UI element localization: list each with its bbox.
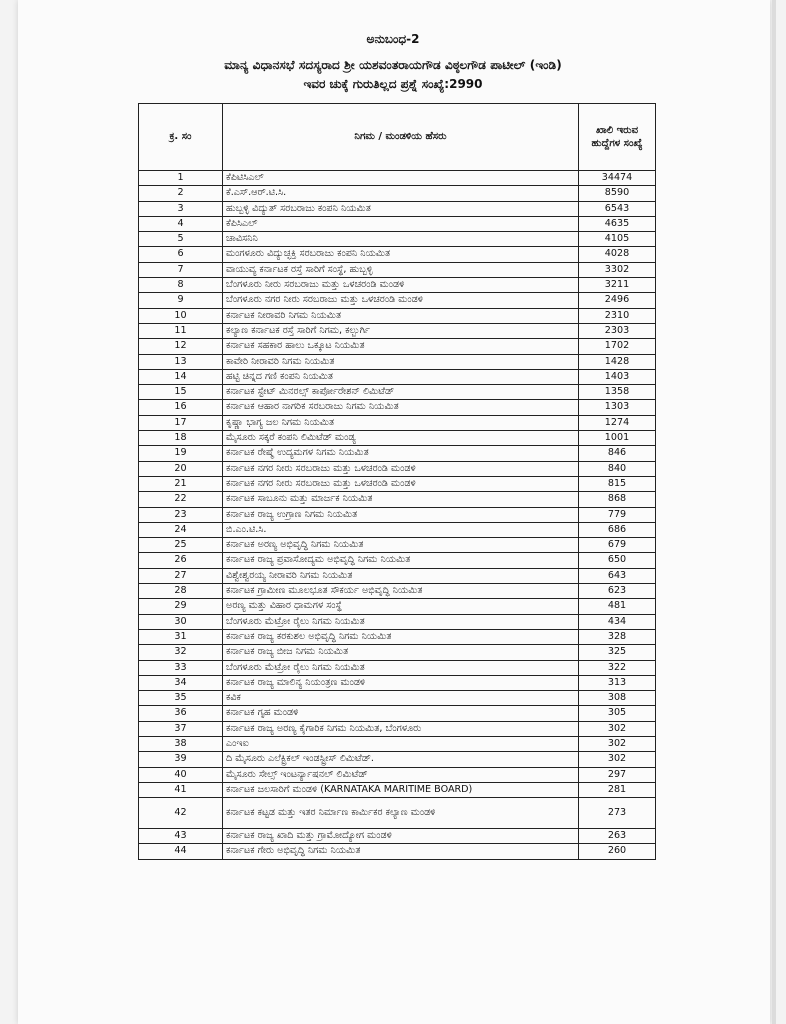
table-row	[139, 675, 656, 690]
row-serial: 11	[139, 323, 223, 338]
table-row	[139, 507, 656, 522]
row-serial: 43	[139, 829, 223, 844]
table-row	[139, 782, 656, 797]
question-number: ಇವರ ಚುಕ್ಕೆ ಗುರುತಿಲ್ಲದ ಪ್ರಶ್ನೆ ಸಂಖ್ಯೆ:2990	[303, 77, 483, 91]
table-row	[139, 522, 656, 537]
table-row	[139, 614, 656, 629]
row-count: 1702	[579, 339, 656, 354]
row-count: 328	[579, 629, 656, 644]
row-count: 281	[579, 782, 656, 797]
row-count: 2303	[579, 323, 656, 338]
row-count: 302	[579, 736, 656, 751]
row-name: ಕರ್ನಾಟಕ ರಾಜ್ಯ ಕರಕುಶಲ ಅಭಿವೃದ್ಧಿ ನಿಗಮ ನಿಯಮಿತ	[223, 629, 579, 644]
row-serial: 44	[139, 844, 223, 859]
row-count: 4635	[579, 216, 656, 231]
row-count: 650	[579, 553, 656, 568]
row-serial: 39	[139, 752, 223, 767]
vacancy-table	[138, 103, 656, 860]
row-serial: 8	[139, 278, 223, 293]
row-count: 686	[579, 522, 656, 537]
table-row	[139, 721, 656, 736]
row-count: 308	[579, 691, 656, 706]
row-count: 434	[579, 614, 656, 629]
row-serial: 33	[139, 660, 223, 675]
row-name: ಚಾವಿಸನಿನಿ	[223, 232, 579, 247]
table-row	[139, 660, 656, 675]
table-row	[139, 476, 656, 491]
row-count: 779	[579, 507, 656, 522]
row-count: 34474	[579, 171, 656, 186]
row-count: 273	[579, 798, 656, 829]
row-name: ಹುಬ್ಬಳ್ಳಿ ವಿದ್ಯುತ್ ಸರಬರಾಜು ಕಂಪನಿ ನಿಯಮಿತ	[223, 201, 579, 216]
table-row	[139, 461, 656, 476]
row-serial: 19	[139, 446, 223, 461]
row-name: ಕರ್ನಾಟಕ ಜಲಸಾರಿಗೆ ಮಂಡಳಿ (KARNATAKA MARITIME BOARD)	[223, 782, 579, 797]
table-row	[139, 829, 656, 844]
table-row	[139, 232, 656, 247]
row-name: ಮೈಸೂರು ಸೇಲ್ಸ್ ಇಂಟರ್ನ್ಯಾಷನಲ್ ಲಿಮಿಟೆಡ್	[223, 767, 579, 782]
table-row	[139, 278, 656, 293]
row-name: ಕವಿಕ	[223, 691, 579, 706]
table-row	[139, 186, 656, 201]
row-name: ಕರ್ನಾಟಕ ಗೇರು ಅಭಿವೃದ್ಧಿ ನಿಗಮ ನಿಯಮಿತ	[223, 844, 579, 859]
row-name: ಬೆಂಗಳೂರು ನಗರ ನೀರು ಸರಬರಾಜು ಮತ್ತು ಒಳಚರಂಡಿ ಮಂಡಳಿ	[223, 293, 579, 308]
table-row	[139, 553, 656, 568]
table-row	[139, 446, 656, 461]
row-serial: 23	[139, 507, 223, 522]
table-row	[139, 492, 656, 507]
row-serial: 10	[139, 308, 223, 323]
row-count: 1001	[579, 431, 656, 446]
row-count: 8590	[579, 186, 656, 201]
row-name: ಕೆಪಿಟಿಸಿಎಲ್	[223, 171, 579, 186]
annexure-title: ಅನುಬಂಧ-2	[366, 32, 420, 46]
table-row	[139, 568, 656, 583]
row-serial: 35	[139, 691, 223, 706]
row-name: ಅರಣ್ಯ ಮತ್ತು ವಿಹಾರ ಧಾಮಗಳ ಸಂಸ್ಥೆ	[223, 599, 579, 614]
row-serial: 3	[139, 201, 223, 216]
table-header-row	[139, 104, 656, 171]
table-row	[139, 691, 656, 706]
row-name: ವಿಶ್ವೇಶ್ವರಯ್ಯ ನೀರಾವರಿ ನಿಗಮ ನಿಯಮಿತ	[223, 568, 579, 583]
row-count: 263	[579, 829, 656, 844]
row-count: 313	[579, 675, 656, 690]
table-row	[139, 736, 656, 751]
row-name: ಕರ್ನಾಟಕ ರಾಜ್ಯ ಬೀಜ ನಿಗಮ ನಿಯಮಿತ	[223, 645, 579, 660]
row-serial: 36	[139, 706, 223, 721]
page-edge	[772, 0, 776, 1024]
question-subtitle: ಮಾನ್ಯ ವಿಧಾನಸಭೆ ಸದಸ್ಯರಾದ ಶ್ರೀ ಯಶವಂತರಾಯಗೌಡ ವಿಠ್ಠಲಗೌಡ ಪಾಟೀಲ್ (ಇಂಡಿ)	[224, 58, 562, 72]
row-serial: 27	[139, 568, 223, 583]
row-name: ಕರ್ನಾಟಕ ನಗರ ನೀರು ಸರಬರಾಜು ಮತ್ತು ಒಳಚರಂಡಿ ಮಂಡಳಿ	[223, 461, 579, 476]
row-name: ಕರ್ನಾಟಕ ಸಾಬೂನು ಮತ್ತು ಮಾರ್ಜಕ ನಿಯಮಿತ	[223, 492, 579, 507]
header-serial: ಕ್ರ. ಸಂ	[139, 104, 223, 171]
row-serial: 42	[139, 798, 223, 829]
table-row	[139, 798, 656, 829]
row-count: 1303	[579, 400, 656, 415]
row-name: ಬೆಂಗಳೂರು ನೀರು ಸರಬರಾಜು ಮತ್ತು ಒಳಚರಂಡಿ ಮಂಡಳಿ	[223, 278, 579, 293]
table-row	[139, 844, 656, 859]
row-serial: 9	[139, 293, 223, 308]
table-row	[139, 415, 656, 430]
row-serial: 16	[139, 400, 223, 415]
row-count: 4105	[579, 232, 656, 247]
row-count: 815	[579, 476, 656, 491]
row-serial: 28	[139, 584, 223, 599]
row-name: ಮೈಸೂರು ಸಕ್ಕರೆ ಕಂಪನಿ ಲಿಮಿಟೆಡ್ ಮಂಡ್ಯ	[223, 431, 579, 446]
row-name: ಕರ್ನಾಟಕ ಕಟ್ಟಡ ಮತ್ತು ಇತರ ನಿರ್ಮಾಣ ಕಾರ್ಮಿಕರ ಕಲ್ಯಾಣ ಮಂಡಳಿ	[223, 798, 579, 829]
row-name: ಕರ್ನಾಟಕ ರಾಜ್ಯ ಮಾಲಿನ್ಯ ನಿಯಂತ್ರಣ ಮಂಡಳಿ	[223, 675, 579, 690]
row-name: ಕರ್ನಾಟಕ ಅರಣ್ಯ ಅಭಿವೃದ್ಧಿ ನಿಗಮ ನಿಯಮಿತ	[223, 538, 579, 553]
row-name: ಕರ್ನಾಟಕ ರಾಜ್ಯ ಖಾದಿ ಮತ್ತು ಗ್ರಾಮೋದ್ಯೋಗ ಮಂಡಳಿ	[223, 829, 579, 844]
table-row	[139, 645, 656, 660]
row-serial: 25	[139, 538, 223, 553]
row-name: ಕರ್ನಾಟಕ ನೀರಾವರಿ ನಿಗಮ ನಿಯಮಿತ	[223, 308, 579, 323]
row-serial: 34	[139, 675, 223, 690]
table-row	[139, 339, 656, 354]
table-row	[139, 538, 656, 553]
row-serial: 32	[139, 645, 223, 660]
row-name: ಕರ್ನಾಟಕ ಆಹಾರ ನಾಗರಿಕ ಸರಬರಾಜು ನಿಗಮ ನಿಯಮಿತ	[223, 400, 579, 415]
row-count: 302	[579, 752, 656, 767]
row-name: ಕರ್ನಾಟಕ ಸ್ಟೇಟ್ ಮಿನರಲ್ಸ್ ಕಾರ್ಪೋರೇಶನ್ ಲಿಮಿಟೆಡ್	[223, 385, 579, 400]
row-name: ಕೆಪಿಸಿಎಲ್	[223, 216, 579, 231]
row-name: ಮಂಗಳೂರು ವಿದ್ಯುಚ್ಛಕ್ತಿ ಸರಬರಾಜು ಕಂಪನಿ ನಿಯಮಿತ	[223, 247, 579, 262]
row-name: ಹಟ್ಟಿ ಚಿನ್ನದ ಗಣಿ ಕಂಪನಿ ನಿಯಮಿತ	[223, 369, 579, 384]
row-serial: 24	[139, 522, 223, 537]
table-row	[139, 369, 656, 384]
row-name: ವಾಯುವ್ಯ ಕರ್ನಾಟಕ ರಸ್ತೆ ಸಾರಿಗೆ ಸಂಸ್ಥೆ, ಹುಬ್ಬಳ್ಳಿ	[223, 262, 579, 277]
table-row	[139, 629, 656, 644]
row-count: 4028	[579, 247, 656, 262]
row-name: ಎಂಇಐ	[223, 736, 579, 751]
table-row	[139, 400, 656, 415]
row-count: 868	[579, 492, 656, 507]
table-row	[139, 599, 656, 614]
row-count: 1358	[579, 385, 656, 400]
row-name: ಬಿ.ಎಂ.ಟಿ.ಸಿ.	[223, 522, 579, 537]
row-serial: 17	[139, 415, 223, 430]
row-count: 325	[579, 645, 656, 660]
row-serial: 38	[139, 736, 223, 751]
row-name: ಕರ್ನಾಟಕ ರಾಜ್ಯ ಅರಣ್ಯ ಕೈಗಾರಿಕ ನಿಗಮ ನಿಯಮಿತ, ಬೆಂಗಳೂರು	[223, 721, 579, 736]
row-count: 322	[579, 660, 656, 675]
row-count: 2310	[579, 308, 656, 323]
row-serial: 12	[139, 339, 223, 354]
row-name: ಕರ್ನಾಟಕ ರಾಜ್ಯ ಪ್ರವಾಸೋದ್ಯಮ ಅಭಿವೃದ್ಧಿ ನಿಗಮ ನಿಯಮಿತ	[223, 553, 579, 568]
table-row	[139, 201, 656, 216]
row-count: 481	[579, 599, 656, 614]
table-row	[139, 308, 656, 323]
row-name: ಬೆಂಗಳೂರು ಮೆಟ್ರೋ ರೈಲು ನಿಗಮ ನಿಯಮಿತ	[223, 660, 579, 675]
row-serial: 29	[139, 599, 223, 614]
table-row	[139, 293, 656, 308]
row-count: 846	[579, 446, 656, 461]
row-count: 623	[579, 584, 656, 599]
table-row	[139, 262, 656, 277]
row-count: 3211	[579, 278, 656, 293]
row-count: 1274	[579, 415, 656, 430]
table-row	[139, 431, 656, 446]
row-name: ಕರ್ನಾಟಕ ಗ್ರಾಮೀಣ ಮೂಲಭೂತ ಸೌಕರ್ಯ ಅಭಿವೃದ್ಧಿ ನಿಯಮಿತ	[223, 584, 579, 599]
row-serial: 30	[139, 614, 223, 629]
row-count: 2496	[579, 293, 656, 308]
table-row	[139, 752, 656, 767]
row-serial: 37	[139, 721, 223, 736]
row-name: ದಿ ಮೈಸೂರು ಎಲೆಕ್ಟ್ರಿಕಲ್ ಇಂಡಸ್ಟ್ರೀಸ್ ಲಿಮಿಟೆಡ್.	[223, 752, 579, 767]
header-vacant: ಖಾಲಿ ಇರುವ ಹುದ್ದೆಗಳ ಸಂಖ್ಯೆ	[579, 104, 656, 171]
row-name: ಕರ್ನಾಟಕ ಸಹಕಾರ ಹಾಲು ಒಕ್ಕೂಟ ನಿಯಮಿತ	[223, 339, 579, 354]
table-row	[139, 767, 656, 782]
row-count: 643	[579, 568, 656, 583]
row-serial: 18	[139, 431, 223, 446]
row-name: ಕೃಷ್ಣಾ ಭಾಗ್ಯ ಜಲ ನಿಗಮ ನಿಯಮಿತ	[223, 415, 579, 430]
row-count: 305	[579, 706, 656, 721]
row-count: 3302	[579, 262, 656, 277]
row-serial: 15	[139, 385, 223, 400]
table-row	[139, 247, 656, 262]
row-name: ಕಾವೇರಿ ನೀರಾವರಿ ನಿಗಮ ನಿಯಮಿತ	[223, 354, 579, 369]
row-serial: 4	[139, 216, 223, 231]
row-count: 1428	[579, 354, 656, 369]
row-count: 679	[579, 538, 656, 553]
row-count: 1403	[579, 369, 656, 384]
table-row	[139, 706, 656, 721]
row-serial: 40	[139, 767, 223, 782]
row-name: ಬೆಂಗಳೂರು ಮೆಟ್ರೋ ರೈಲು ನಿಗಮ ನಿಯಮಿತ	[223, 614, 579, 629]
header-name: ನಿಗಮ / ಮಂಡಳಿಯ ಹೆಸರು	[223, 104, 579, 171]
row-name: ಕರ್ನಾಟಕ ರಾಜ್ಯ ಉಗ್ರಾಣ ನಿಗಮ ನಿಯಮಿತ	[223, 507, 579, 522]
row-name: ಕಲ್ಯಾಣ ಕರ್ನಾಟಕ ರಸ್ತೆ ಸಾರಿಗೆ ನಿಗಮ, ಕಲ್ಬುರ್ಗಿ	[223, 323, 579, 338]
row-serial: 1	[139, 171, 223, 186]
row-name: ಕರ್ನಾಟಕ ನಗರ ನೀರು ಸರಬರಾಜು ಮತ್ತು ಒಳಚರಂಡಿ ಮಂಡಳಿ	[223, 476, 579, 491]
row-name: ಕರ್ನಾಟಕ ಗೃಹ ಮಂಡಳಿ	[223, 706, 579, 721]
table-row	[139, 323, 656, 338]
row-serial: 20	[139, 461, 223, 476]
row-count: 302	[579, 721, 656, 736]
row-count: 260	[579, 844, 656, 859]
row-serial: 22	[139, 492, 223, 507]
row-serial: 21	[139, 476, 223, 491]
row-count: 840	[579, 461, 656, 476]
row-serial: 31	[139, 629, 223, 644]
row-serial: 5	[139, 232, 223, 247]
row-serial: 2	[139, 186, 223, 201]
row-count: 6543	[579, 201, 656, 216]
row-name: ಕೆ.ಎಸ್.ಆರ್.ಟಿ.ಸಿ.	[223, 186, 579, 201]
table-row	[139, 385, 656, 400]
row-serial: 13	[139, 354, 223, 369]
table-row	[139, 584, 656, 599]
table-row	[139, 354, 656, 369]
row-serial: 41	[139, 782, 223, 797]
row-count: 297	[579, 767, 656, 782]
table-row	[139, 171, 656, 186]
table-row	[139, 216, 656, 231]
row-serial: 26	[139, 553, 223, 568]
row-serial: 6	[139, 247, 223, 262]
row-name: ಕರ್ನಾಟಕ ರೇಷ್ಮೆ ಉದ್ಯಮಗಳ ನಿಗಮ ನಿಯಮಿತ	[223, 446, 579, 461]
row-serial: 14	[139, 369, 223, 384]
row-serial: 7	[139, 262, 223, 277]
